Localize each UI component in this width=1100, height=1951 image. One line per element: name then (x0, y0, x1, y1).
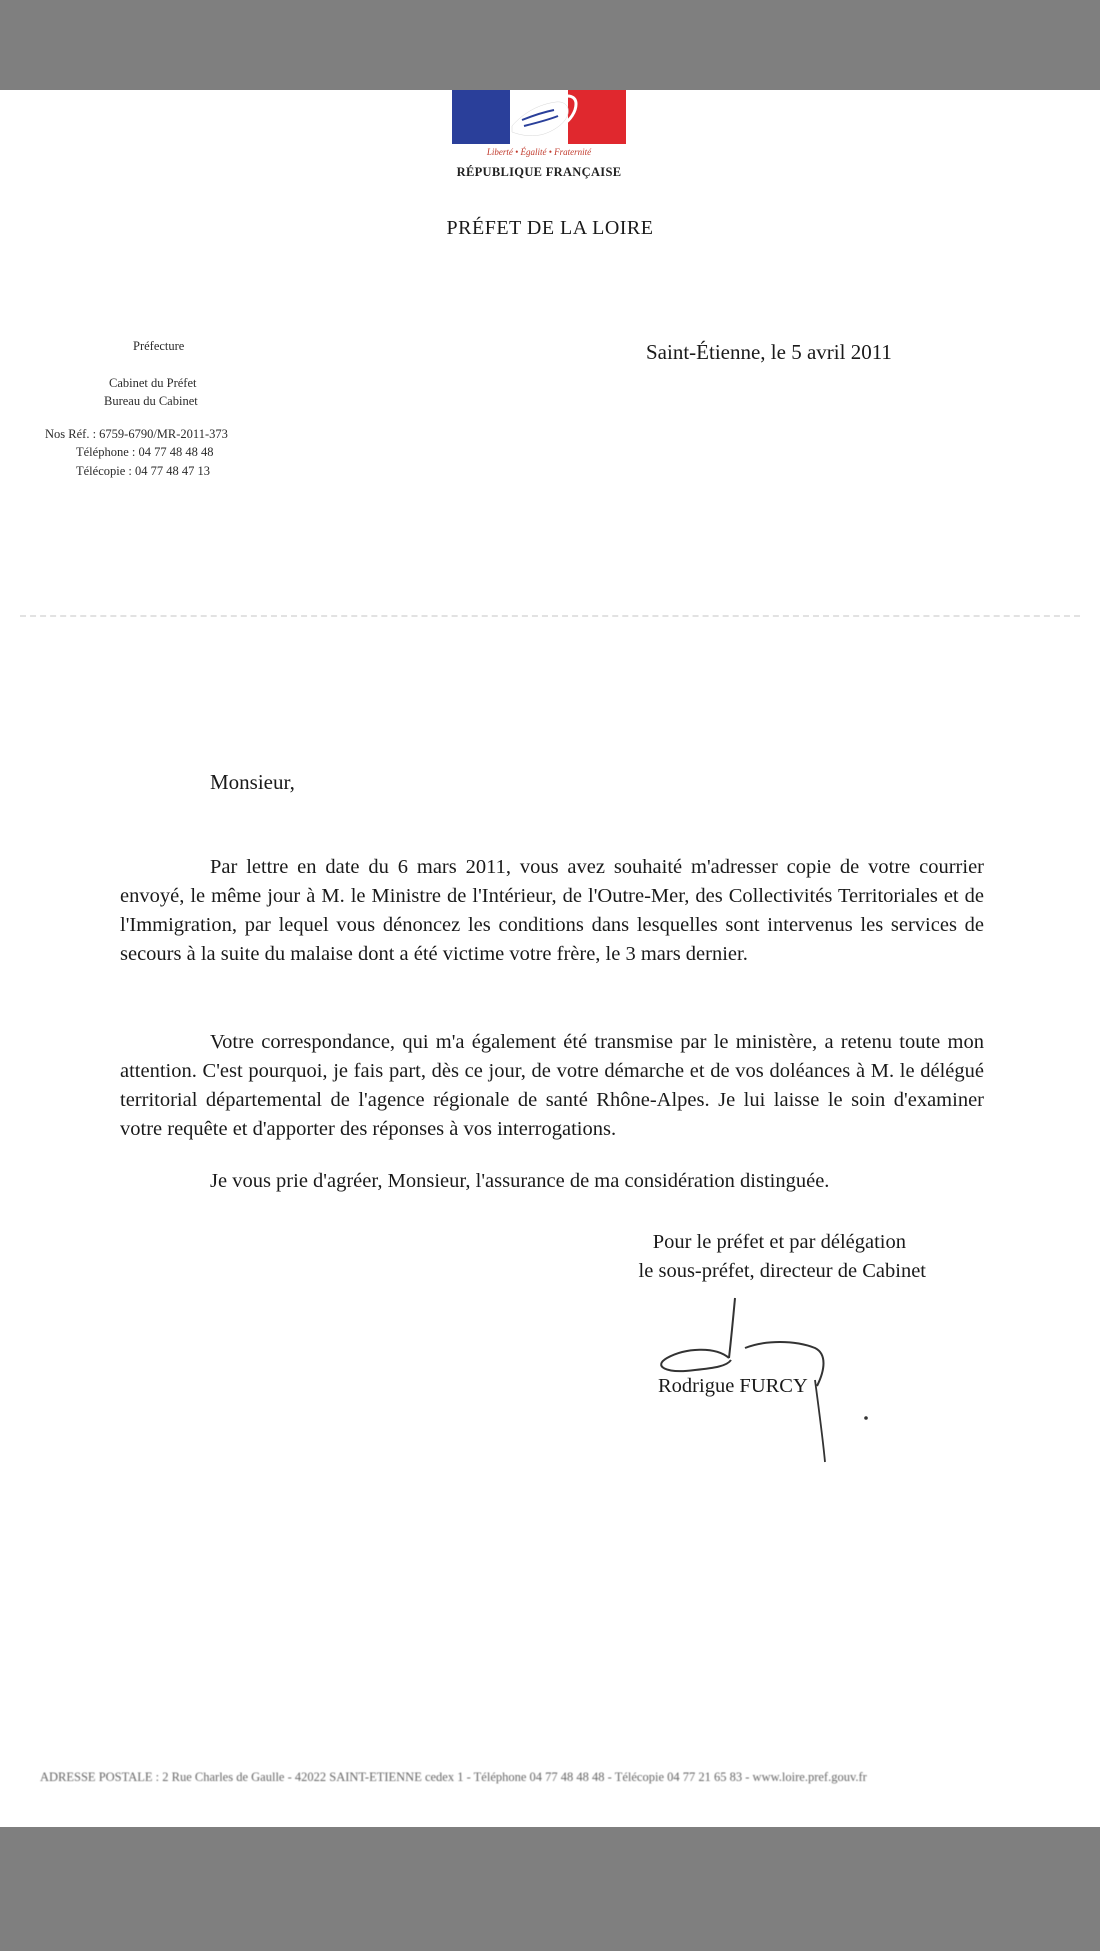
letter-page (0, 90, 1100, 1827)
top-frame-bar (0, 0, 1100, 90)
signature-delegation-line: Pour le préfet et par délégation (652, 1231, 906, 1253)
place-date: Saint-Étienne, le 5 avril 2011 (646, 340, 892, 364)
marianne-flag-icon (452, 90, 626, 144)
republique-francaise-logo (450, 90, 628, 190)
signature-title-line: le sous-préfet, directeur de Cabinet (638, 1260, 926, 1282)
bottom-frame-bar (0, 1827, 1100, 1951)
sender-bureau: Bureau du Cabinet (104, 394, 198, 408)
sender-reference: Nos Réf. : 6759-6790/MR-2011-373 (45, 427, 228, 441)
sender-telephone: Téléphone : 04 77 48 48 48 (76, 445, 214, 459)
signer-name: Rodrigue FURCY (658, 1375, 808, 1397)
motto-text: Liberté • Égalité • Fraternité (486, 147, 592, 157)
footer-address: ADRESSE POSTALE : 2 Rue Charles de Gaulle - 42022 SAINT-ETIENNE cedex 1 - Téléphone 04 77 48 48 48 - Télécopie 04 77 21 65 83 - www.loire.pref.gouv.fr (40, 1770, 867, 1784)
paragraph-1: Par lettre en date du 6 mars 2011, vous avez souhaité m'adresser copie de votre courrier envoyé, le même jour à M. le Ministre de l'Intérieur, de l'Outre-Mer, des Collectivités Territoriales et de l'Immigration, par lequel vous dénoncez les conditions dans lesquelles sont intervenus les services de secours à la suite du malaise dont a été victime votre frère, le 3 mars dernier. (120, 856, 984, 965)
closing-formula: Je vous prie d'agréer, Monsieur, l'assurance de ma considération distinguée. (210, 1170, 830, 1192)
sender-fax: Télécopie : 04 77 48 47 13 (76, 464, 210, 478)
sender-office: Préfecture (133, 339, 185, 353)
salutation: Monsieur, (210, 770, 295, 794)
page-title: PRÉFET DE LA LOIRE (446, 217, 654, 239)
republic-label: RÉPUBLIQUE FRANÇAISE (456, 165, 622, 179)
sender-cabinet: Cabinet du Préfet (109, 376, 197, 390)
fold-line (20, 615, 1080, 617)
paragraph-2: Votre correspondance, qui m'a également été transmise par le ministère, a retenu toute mon attention. C'est pourquoi, je fais part, dès ce jour, de votre démarche et de vos doléances à M. le délégué territorial départemental de l'agence régionale de santé Rhône-Alpes. Je lui laisse le soin d'examiner votre requête et d'apporter des réponses à vos interrogations. (120, 1031, 984, 1140)
